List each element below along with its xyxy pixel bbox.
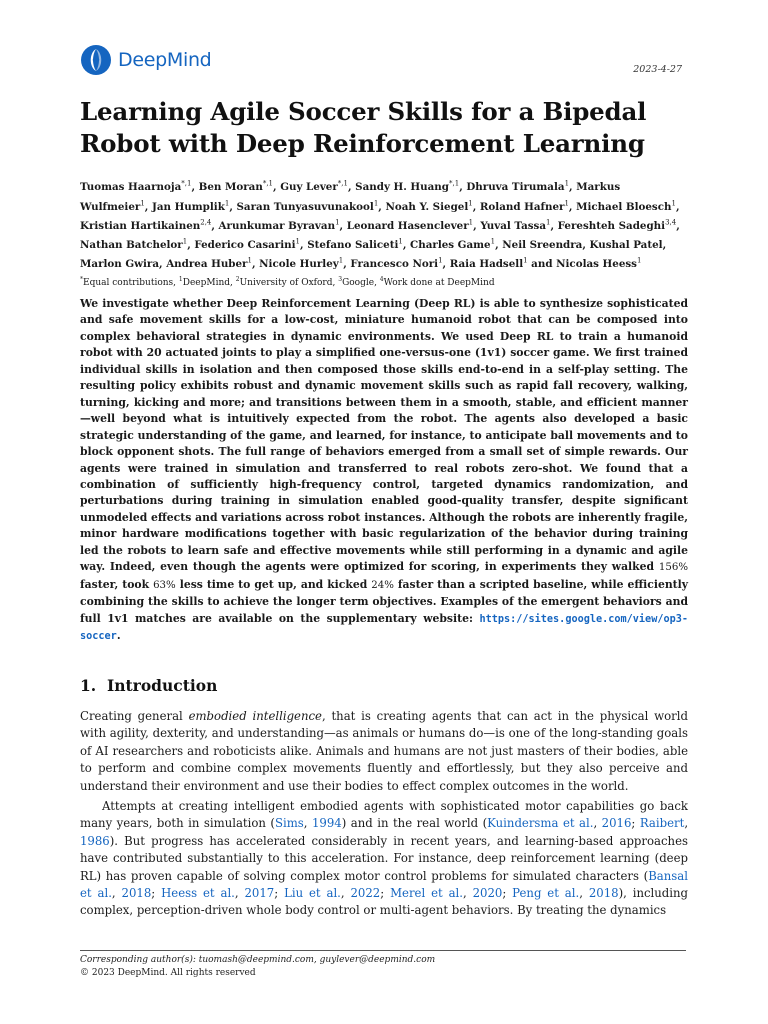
author-name: Raia Hadsell: [449, 258, 524, 271]
citation-link[interactable]: Merel et al.: [390, 886, 463, 901]
citation-link[interactable]: 2022: [350, 886, 381, 901]
affiliation-marker: 2: [235, 276, 240, 284]
section-title-text: Introduction: [106, 676, 218, 695]
author-name: Neil Sreendra: [502, 239, 583, 252]
author-name: Marlon Gwira: [80, 258, 160, 271]
intro-paragraph-2: Attempts at creating intelligent embodied agents with sophisticated motor capabilities go back many years, both in simulation (Sims, 1994) and in the real world (Kuindersma et al., 2016; Raibert, 1986). But progress has accelerated considerably in recent years, and learning-based approaches have contributed substantially to this acceleration. For instance, deep reinforcement learning (deep RL) has proven capable of solving complex motor control problems for simulated characters (Bansal et al., 2018; Heess et al., 2017; Liu et al., 2022; Merel et al., 2020; Peng et al., 2018), including complex, perception-driven whole body control or multi-agent behaviors. By treating the dynamics: [80, 799, 689, 918]
citation-link[interactable]: 2018: [121, 886, 152, 901]
copyright-notice: © 2023 DeepMind. All rights reserved: [80, 967, 256, 978]
author-affiliation-marker: 1: [247, 256, 252, 265]
author-affiliation-marker: *,1: [337, 180, 348, 188]
author-affiliation-marker: 3,4: [665, 218, 677, 227]
author-name: Yuval Tassa: [480, 219, 547, 232]
supplementary-link[interactable]: https://sites.google.com/view/op3-soccer: [80, 613, 688, 643]
author-list: [80, 177, 690, 290]
paragraph-text: ). But progress has accelerated considerably in recent years, and learning-based approaches have contributed substantially to this acceleration. For instance, deep reinforcement learning (deep RL) has proven capable of solving complex motor control problems for simulated characters (: [80, 833, 688, 883]
author-name: Markus Wulfmeier: [80, 181, 621, 213]
author-affiliation-marker: 1: [373, 199, 379, 208]
author-name: Nicole Hurley: [259, 258, 339, 271]
author-affiliation-marker: 1: [468, 199, 473, 208]
section-heading: [80, 676, 217, 695]
author-name: Stefano Saliceti: [307, 239, 399, 252]
author-affiliation-marker: 1: [438, 256, 443, 265]
author-names: Tuomas Haarnoja$^{*,1}$, Ben Moran$^{*,1}$, Guy Lever$^{*,1}$, Sandy H. Huang$^{*,1}$, Dhruva Tirumala$^1$, Markus Wulfmeier$^1$, Jan Humplik$^1$, Saran Tunyasuvunakool$^1$, Noah Y. Siegel$^1$, Roland Hafner$^1$, Michael Bloesch$^1$, Kristian Hartikainen$^{2,4}$, Arunkumar Byravan$^1$, Leonard Hasenclever$^1$, Yuval Tassa$^1$, Fereshteh Sadeghi$^{3,4}$, Nathan Batchelor$^1$, Federico Casarini$^1$, Stefano Saliceti$^1$, Charles Game$^1$, Neil Sreendra, Kushal Patel, Marlon Gwira, Andrea Huber$^1$, Nicole Hurley$^1$, Francesco Nori$^1$, Raia Hadsell$^1$ and Nicolas Heess$^1$: [80, 180, 680, 271]
logo-wordmark: DeepMind: [118, 49, 212, 71]
corresponding-authors: Corresponding author(s): tuomash@deepmind.com, guylever@deepmind.com: [80, 955, 436, 965]
author-name: Francesco Nori: [350, 258, 439, 271]
citation-link[interactable]: Bansal et al.: [80, 868, 688, 901]
intro-paragraph-1: [80, 708, 688, 795]
author-name: Michael Bloesch: [576, 200, 672, 213]
affiliation-name: Google: [342, 278, 375, 289]
abstract-stat-kick: 24%: [371, 579, 394, 591]
section-number: 1.: [80, 676, 97, 695]
emphasis-text: embodied intelligence: [188, 709, 322, 723]
author-affiliation-marker: 1: [335, 218, 340, 227]
author-name: Nathan Batchelor: [80, 239, 183, 252]
author-affiliation-marker: 1: [338, 256, 344, 265]
abstract: [80, 296, 688, 646]
paragraph-text: ) and in the real world (: [341, 816, 488, 831]
paragraph-text: , that is creating agents that can act in the physical world with agility, dexterity, and understanding—as animals or humans do—is one of the long-standing goals of AI researchers and roboticists alike. Animals and humans are not just masters of their bodies, able to perform and combine complex movements fluently and effortlessly, but they also perceive and understand their environment and use their bodies to effect complex outcomes in the world.: [80, 709, 688, 793]
affiliations: *Equal contributions, $^1$DeepMind, $^2$University of Oxford, $^3$Google, $^4$Work done at DeepMind: [80, 276, 495, 289]
footer-divider: [80, 950, 686, 951]
author-affiliation-marker: 1: [295, 237, 301, 246]
citation-link[interactable]: Heess et al.: [161, 886, 235, 901]
author-name: Ben Moran: [198, 181, 263, 194]
abstract-stat-getup: 63%: [153, 579, 176, 591]
citation-link[interactable]: 1994: [312, 816, 342, 831]
author-affiliation-marker: *,1: [262, 180, 274, 188]
author-affiliation-marker: 1: [468, 218, 474, 227]
author-affiliation-marker: 1: [140, 199, 145, 208]
author-name: Leonard Hasenclever: [346, 219, 469, 232]
affiliation-name: Work done at DeepMind: [383, 278, 495, 289]
author-affiliation-marker: 1: [182, 237, 188, 246]
author-affiliation-marker: 1: [564, 180, 570, 188]
citation-link[interactable]: 1986: [80, 833, 110, 848]
author-name: Saran Tunyasuvunakool: [236, 200, 374, 213]
author-name: Federico Casarini: [194, 239, 296, 252]
paragraph-text: Attempts at creating intelligent embodied agents with sophisticated motor capabilities go back many years, both in simulation (: [80, 799, 688, 831]
abstract-text: faster, took: [80, 577, 150, 591]
author-name: Nicolas Heess: [556, 258, 637, 271]
citation-link[interactable]: Kuindersma et al.: [487, 816, 594, 831]
paper-date: 2023-4-27: [633, 64, 682, 75]
author-affiliation-marker: 1: [398, 237, 403, 246]
author-affiliation-marker: 2,4: [200, 218, 212, 227]
affiliation-marker: 3: [338, 276, 343, 284]
abstract-text: less time to get up, and kicked: [179, 577, 368, 591]
author-name: Noah Y. Siegel: [385, 200, 469, 213]
abstract-stat-walk: 156%: [658, 562, 688, 574]
author-name: Charles Game: [410, 239, 491, 252]
author-name: Andrea Huber: [166, 258, 248, 271]
author-affiliation-marker: 1: [671, 199, 676, 208]
author-affiliation-marker: 1: [224, 199, 230, 208]
author-affiliation-marker: *,1: [449, 180, 460, 188]
deepmind-logo-icon: [80, 44, 112, 76]
author-name: Jan Humplik: [151, 200, 225, 213]
author-name: Kushal Patel: [589, 239, 663, 252]
page-footer: [80, 954, 435, 979]
abstract-text: faster than a scripted baseline, while efficiently combining the skills to achieve the longer term objectives. Examples of the emergent behaviors and full 1v1 matches are available on the supplementary website:: [80, 577, 689, 625]
author-affiliation-marker: 1: [523, 256, 528, 265]
deepmind-logo: [80, 44, 211, 76]
affiliation-name: University of Oxford: [239, 278, 333, 289]
author-affiliation-marker: 1: [636, 256, 642, 265]
citation-link[interactable]: 2018: [588, 886, 619, 901]
author-name: Dhruva Tirumala: [466, 181, 565, 194]
author-affiliation-marker: 1: [564, 199, 569, 208]
citation-link[interactable]: Peng et al.: [512, 886, 580, 901]
author-affiliation-marker: *,1: [181, 180, 192, 188]
citation-link[interactable]: 2020: [472, 886, 503, 901]
author-name: Tuomas Haarnoja: [80, 181, 182, 194]
affiliation-marker: 1: [178, 276, 183, 284]
abstract-period: .: [116, 629, 121, 643]
author-name: Guy Lever: [280, 181, 338, 194]
paragraph-text: Creating general: [80, 709, 189, 723]
author-affiliation-marker: 1: [546, 218, 551, 227]
paragraph-text: ), including complex, perception-driven whole body control or multi-agent behaviors. By treating the dynamics: [80, 886, 689, 918]
author-name: Kristian Hartikainen: [80, 219, 201, 232]
author-name: Sandy H. Huang: [355, 181, 449, 194]
citation-link[interactable]: Sims: [274, 816, 304, 831]
citation-link[interactable]: 2017: [244, 886, 275, 901]
paper-title: Learning Agile Soccer Skills for a Bipedal Robot with Deep Reinforcement Learning: [80, 97, 647, 158]
author-affiliation-marker: 1: [490, 237, 496, 246]
author-name: Roland Hafner: [479, 200, 565, 213]
author-name: Fereshteh Sadeghi: [557, 219, 666, 232]
citation-link[interactable]: 2016: [601, 816, 632, 831]
affiliation-marker: 4: [379, 276, 384, 284]
affiliation-marker: *: [80, 276, 83, 284]
citation-link[interactable]: Raibert: [639, 816, 685, 831]
author-name: Arunkumar Byravan: [218, 219, 336, 232]
affiliation-name: Equal contributions: [83, 278, 174, 289]
affiliation-name: DeepMind: [182, 278, 231, 289]
citation-link[interactable]: Liu et al.: [284, 886, 341, 901]
abstract-text: We investigate whether Deep Reinforcement Learning (Deep RL) is able to synthesize sophisticated and safe movement skills for a low-cost, miniature humanoid robot that can be composed into complex behavioral strategies in dynamic environments. We used Deep RL to train a humanoid robot with 20 actuated joints to play a simplified one-versus-one (1v1) soccer game. We first trained individual skills in isolation and then composed those skills end-to-end in a self-play setting. The resulting policy exhibits robust and dynamic movement skills such as rapid fall recovery, walking, turning, kicking and more; and transitions between them in a smooth, stable, and efficient manner—well beyond what is intuitively expected from the robot. The agents also developed a basic strategic understanding of the game, and learned, for instance, to anticipate ball movements and to block opponent shots. The full range of behaviors emerged from a small set of simple rewards. Our agents were trained in simulation and transferred to real robots zero-shot. We found that a combination of sufficiently high-frequency control, targeted dynamics randomization, and perturbations during training in simulation enabled good-quality transfer, despite significant unmodeled effects and variations across robot instances. Although the robots are inherently fragile, minor hardware modifications together with basic regularization of the behavior during training led the robots to learn safe and effective movements while still performing in a dynamic and agile way. Indeed, even though the agents were optimized for scoring, in experiments they walked: [80, 297, 688, 574]
